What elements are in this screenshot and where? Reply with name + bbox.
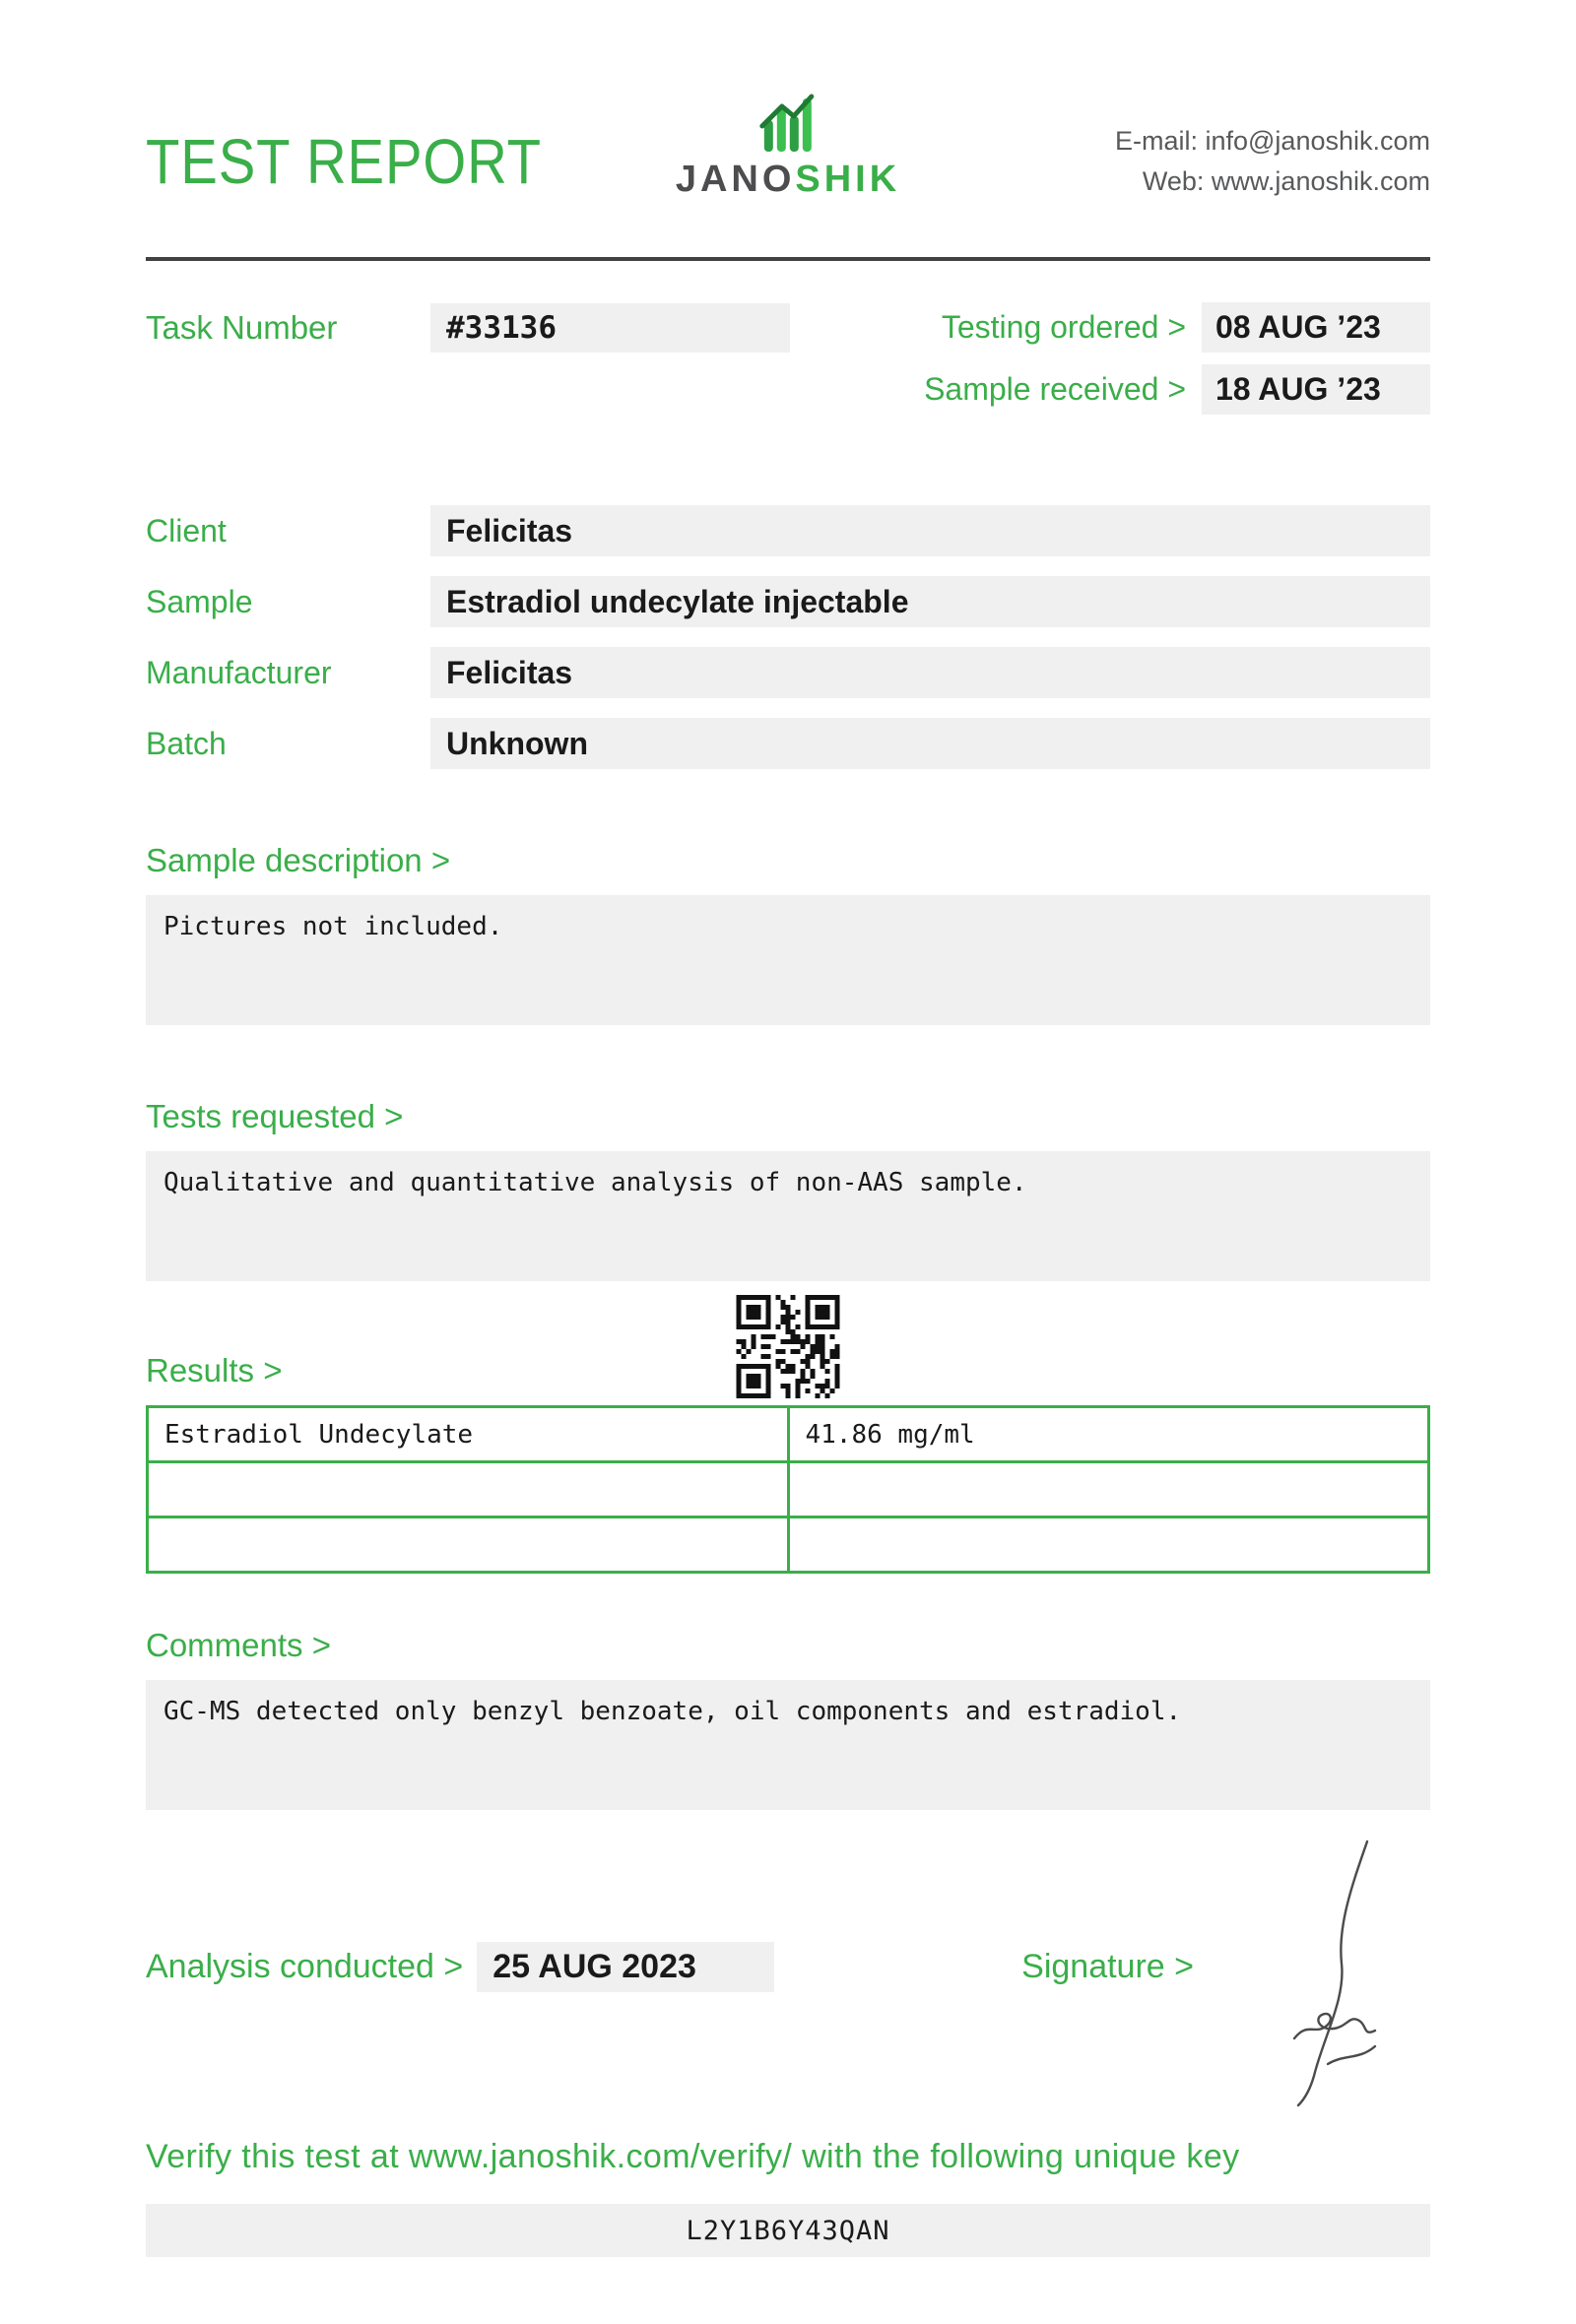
result-row bbox=[148, 1407, 1429, 1462]
logo-wordmark bbox=[676, 159, 900, 201]
email-value: info@janoshik.com bbox=[1205, 126, 1430, 156]
results-label: Results > bbox=[146, 1352, 283, 1388]
tests-requested-label: Tests requested > bbox=[146, 1098, 404, 1134]
signature-label: Signature > bbox=[1021, 1948, 1194, 1985]
testing-ordered-value: 08 AUG ’23 bbox=[1202, 302, 1430, 353]
result-substance bbox=[148, 1517, 789, 1573]
verify-instruction: Verify this test at www.janoshik.com/verify/ with the following unique key bbox=[146, 2138, 1240, 2175]
contact-web-line bbox=[1115, 161, 1430, 202]
detail-row-batch bbox=[146, 718, 1430, 769]
task-row bbox=[146, 302, 1430, 353]
sample-details bbox=[146, 505, 1430, 769]
logo-jano: JANO bbox=[675, 159, 796, 200]
result-value bbox=[788, 1517, 1429, 1573]
analysis-conducted-value: 25 AUG 2023 bbox=[477, 1942, 774, 1992]
sample-received-value: 18 AUG ’23 bbox=[1202, 364, 1430, 415]
client-value: Felicitas bbox=[430, 505, 1430, 556]
bar-chart-logo-icon bbox=[743, 91, 833, 157]
tests-requested-text: Qualitative and quantitative analysis of non-AAS sample. bbox=[146, 1151, 1430, 1281]
comments-text: GC-MS detected only benzyl benzoate, oil components and estradiol. bbox=[146, 1680, 1430, 1810]
contact-info bbox=[1115, 96, 1430, 201]
detail-row-manufacturer bbox=[146, 647, 1430, 698]
manufacturer-label: Manufacturer bbox=[146, 654, 332, 690]
sample-label: Sample bbox=[146, 583, 253, 619]
email-label: E-mail: bbox=[1114, 126, 1198, 156]
comments-label: Comments > bbox=[146, 1627, 331, 1663]
qr-code bbox=[737, 1295, 840, 1398]
result-row bbox=[148, 1517, 1429, 1573]
batch-label: Batch bbox=[146, 725, 227, 761]
comments-section bbox=[146, 1627, 1430, 1810]
sample-received-label: Sample received > bbox=[924, 371, 1186, 407]
signature-image bbox=[1265, 1836, 1412, 2111]
manufacturer-value: Felicitas bbox=[430, 647, 1430, 698]
detail-row-sample bbox=[146, 576, 1430, 627]
sample-received-row bbox=[146, 364, 1430, 415]
result-value bbox=[788, 1462, 1429, 1517]
verify-key: L2Y1B6Y43QAN bbox=[146, 2204, 1430, 2257]
analysis-conducted-label: Analysis conducted > bbox=[146, 1948, 464, 1985]
result-substance bbox=[148, 1462, 789, 1517]
contact-email-line bbox=[1115, 121, 1430, 161]
sample-description-text: Pictures not included. bbox=[146, 895, 1430, 1025]
logo-shik: SHIK bbox=[795, 159, 901, 200]
detail-row-client bbox=[146, 505, 1430, 556]
task-number-label: Task Number bbox=[146, 308, 338, 346]
testing-ordered-label: Testing ordered > bbox=[941, 309, 1186, 345]
result-row bbox=[148, 1462, 1429, 1517]
sample-description-section bbox=[146, 842, 1430, 1025]
tests-requested-section bbox=[146, 1098, 1430, 1281]
client-label: Client bbox=[146, 512, 227, 549]
footer-row bbox=[146, 1942, 1430, 1992]
web-value: www.janoshik.com bbox=[1211, 165, 1430, 196]
batch-value: Unknown bbox=[430, 718, 1430, 769]
page-title: TEST REPORT bbox=[146, 125, 542, 197]
result-value: 41.86 mg/ml bbox=[788, 1407, 1429, 1462]
task-number-value: #33136 bbox=[430, 303, 790, 353]
result-substance: Estradiol Undecylate bbox=[148, 1407, 789, 1462]
sample-value: Estradiol undecylate injectable bbox=[430, 576, 1430, 627]
web-label: Web: bbox=[1142, 165, 1205, 196]
results-header bbox=[146, 1295, 1430, 1405]
results-table bbox=[146, 1405, 1430, 1574]
report-header bbox=[146, 0, 1430, 261]
brand-logo bbox=[676, 91, 900, 201]
sample-description-label: Sample description > bbox=[146, 842, 451, 878]
